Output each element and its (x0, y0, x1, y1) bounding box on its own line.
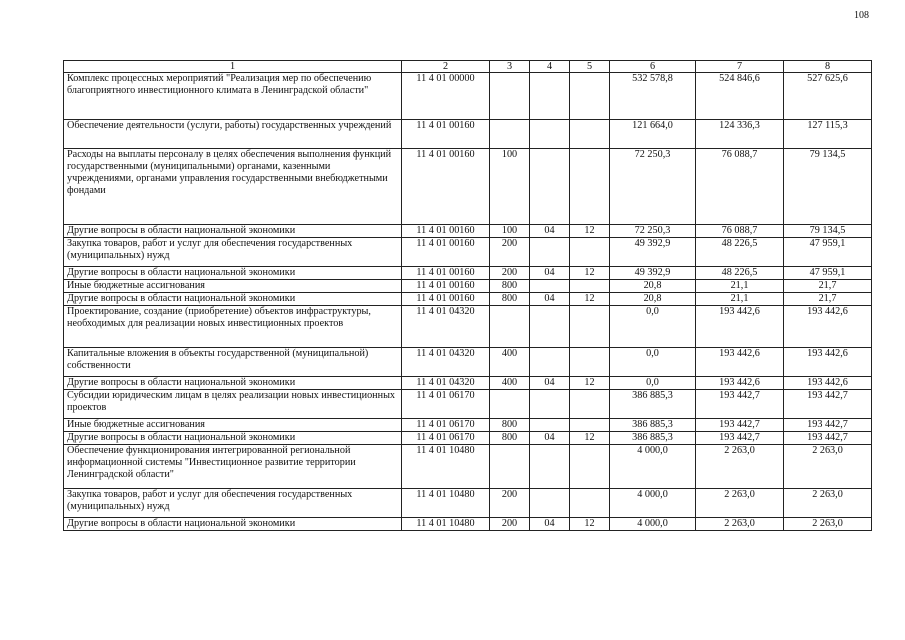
row-subsection-cell (570, 489, 610, 518)
row-amount-cell: 386 885,3 (610, 390, 696, 419)
row-amount-cell: 532 578,8 (610, 73, 696, 120)
column-header: 6 (610, 61, 696, 73)
row-amount-cell: 193 442,6 (784, 306, 872, 348)
table-row (64, 280, 872, 293)
row-code-cell: 11 4 01 00160 (402, 267, 490, 280)
row-name-cell: Иные бюджетные ассигнования (64, 419, 402, 432)
row-subsection-cell: 12 (570, 377, 610, 390)
row-name-cell: Обеспечение деятельности (услуги, работы) государственных учреждений (64, 120, 402, 149)
page-number: 108 (854, 10, 869, 21)
row-expense-type-cell: 400 (490, 377, 530, 390)
row-expense-type-cell: 200 (490, 267, 530, 280)
row-expense-type-cell: 800 (490, 280, 530, 293)
row-amount-cell: 2 263,0 (784, 518, 872, 531)
row-amount-cell: 0,0 (610, 377, 696, 390)
row-amount-cell: 193 442,7 (696, 419, 784, 432)
row-expense-type-cell (490, 73, 530, 120)
row-code-cell: 11 4 01 04320 (402, 348, 490, 377)
row-name-cell: Субсидии юридическим лицам в целях реализации новых инвестиционных проектов (64, 390, 402, 419)
row-amount-cell: 4 000,0 (610, 445, 696, 489)
row-amount-cell: 76 088,7 (696, 225, 784, 238)
budget-table (63, 60, 872, 531)
row-code-cell: 11 4 01 00160 (402, 149, 490, 225)
column-header: 5 (570, 61, 610, 73)
row-code-cell: 11 4 01 00160 (402, 120, 490, 149)
row-expense-type-cell: 800 (490, 293, 530, 306)
table-row (64, 73, 872, 120)
row-amount-cell: 0,0 (610, 348, 696, 377)
row-amount-cell: 21,1 (696, 280, 784, 293)
row-amount-cell: 72 250,3 (610, 225, 696, 238)
table-row (64, 432, 872, 445)
column-header: 7 (696, 61, 784, 73)
row-amount-cell: 20,8 (610, 293, 696, 306)
row-amount-cell: 386 885,3 (610, 432, 696, 445)
row-amount-cell: 193 442,6 (696, 348, 784, 377)
table-row (64, 225, 872, 238)
row-section-cell: 04 (530, 225, 570, 238)
row-code-cell: 11 4 01 06170 (402, 390, 490, 419)
row-code-cell: 11 4 01 00160 (402, 238, 490, 267)
row-expense-type-cell: 800 (490, 419, 530, 432)
table-row (64, 348, 872, 377)
row-amount-cell: 4 000,0 (610, 489, 696, 518)
table-row (64, 149, 872, 225)
row-subsection-cell (570, 120, 610, 149)
row-amount-cell: 21,7 (784, 280, 872, 293)
table-row (64, 293, 872, 306)
row-expense-type-cell (490, 445, 530, 489)
column-header: 4 (530, 61, 570, 73)
row-name-cell: Расходы на выплаты персоналу в целях обеспечения выполнения функций государственными (муниципальными) органами, казенными учреждениями, органами управления государственными внебюджетными фондами (64, 149, 402, 225)
row-amount-cell: 524 846,6 (696, 73, 784, 120)
row-section-cell (530, 419, 570, 432)
row-amount-cell: 2 263,0 (696, 489, 784, 518)
row-amount-cell: 20,8 (610, 280, 696, 293)
row-amount-cell: 193 442,7 (696, 432, 784, 445)
column-header: 3 (490, 61, 530, 73)
row-section-cell (530, 120, 570, 149)
row-amount-cell: 2 263,0 (784, 445, 872, 489)
row-expense-type-cell: 800 (490, 432, 530, 445)
row-amount-cell: 193 442,7 (696, 390, 784, 419)
row-amount-cell: 193 442,7 (784, 390, 872, 419)
row-name-cell: Закупка товаров, работ и услуг для обеспечения государственных (муниципальных) нужд (64, 489, 402, 518)
row-amount-cell: 21,1 (696, 293, 784, 306)
table-row (64, 489, 872, 518)
row-amount-cell: 79 134,5 (784, 149, 872, 225)
row-expense-type-cell: 200 (490, 238, 530, 267)
row-section-cell (530, 306, 570, 348)
row-subsection-cell: 12 (570, 225, 610, 238)
row-name-cell: Обеспечение функционирования интегрированной региональной информационной системы "Инвестиционное развитие территории Ленинградской области" (64, 445, 402, 489)
row-code-cell: 11 4 01 00160 (402, 225, 490, 238)
row-amount-cell: 48 226,5 (696, 267, 784, 280)
row-subsection-cell (570, 306, 610, 348)
row-amount-cell: 193 442,7 (784, 419, 872, 432)
row-subsection-cell (570, 149, 610, 225)
row-amount-cell: 193 442,6 (784, 348, 872, 377)
row-amount-cell: 48 226,5 (696, 238, 784, 267)
row-amount-cell: 121 664,0 (610, 120, 696, 149)
row-amount-cell: 127 115,3 (784, 120, 872, 149)
row-section-cell (530, 348, 570, 377)
row-code-cell: 11 4 01 10480 (402, 518, 490, 531)
row-name-cell: Иные бюджетные ассигнования (64, 280, 402, 293)
row-name-cell: Другие вопросы в области национальной экономики (64, 518, 402, 531)
row-name-cell: Другие вопросы в области национальной экономики (64, 377, 402, 390)
row-subsection-cell: 12 (570, 293, 610, 306)
row-name-cell: Капитальные вложения в объекты государственной (муниципальной) собственности (64, 348, 402, 377)
row-expense-type-cell (490, 306, 530, 348)
table-row (64, 518, 872, 531)
row-amount-cell: 193 442,6 (696, 377, 784, 390)
row-subsection-cell (570, 445, 610, 489)
row-section-cell (530, 280, 570, 293)
table-row (64, 267, 872, 280)
row-name-cell: Закупка товаров, работ и услуг для обеспечения государственных (муниципальных) нужд (64, 238, 402, 267)
row-section-cell (530, 390, 570, 419)
row-amount-cell: 193 442,6 (784, 377, 872, 390)
row-section-cell (530, 238, 570, 267)
table-header-row (64, 61, 872, 73)
table-body (64, 73, 872, 531)
row-code-cell: 11 4 01 00160 (402, 293, 490, 306)
table-row (64, 120, 872, 149)
row-subsection-cell (570, 419, 610, 432)
row-code-cell: 11 4 01 10480 (402, 445, 490, 489)
row-expense-type-cell (490, 120, 530, 149)
row-code-cell: 11 4 01 00000 (402, 73, 490, 120)
row-subsection-cell (570, 348, 610, 377)
row-subsection-cell: 12 (570, 518, 610, 531)
row-code-cell: 11 4 01 06170 (402, 419, 490, 432)
row-code-cell: 11 4 01 04320 (402, 306, 490, 348)
row-subsection-cell: 12 (570, 267, 610, 280)
table-row (64, 238, 872, 267)
table-row (64, 445, 872, 489)
row-amount-cell: 49 392,9 (610, 267, 696, 280)
row-amount-cell: 47 959,1 (784, 267, 872, 280)
row-code-cell: 11 4 01 00160 (402, 280, 490, 293)
row-expense-type-cell: 200 (490, 489, 530, 518)
row-name-cell: Комплекс процессных мероприятий "Реализация мер по обеспечению благоприятного инвестиционного климата в Ленинградской области" (64, 73, 402, 120)
row-section-cell (530, 445, 570, 489)
row-name-cell: Другие вопросы в области национальной экономики (64, 267, 402, 280)
row-name-cell: Другие вопросы в области национальной экономики (64, 293, 402, 306)
row-code-cell: 11 4 01 10480 (402, 489, 490, 518)
row-amount-cell: 76 088,7 (696, 149, 784, 225)
row-subsection-cell (570, 280, 610, 293)
row-section-cell: 04 (530, 293, 570, 306)
table-row (64, 390, 872, 419)
row-code-cell: 11 4 01 06170 (402, 432, 490, 445)
row-subsection-cell (570, 390, 610, 419)
row-expense-type-cell (490, 390, 530, 419)
row-amount-cell: 2 263,0 (696, 518, 784, 531)
row-section-cell (530, 73, 570, 120)
row-amount-cell: 193 442,6 (696, 306, 784, 348)
column-header: 1 (64, 61, 402, 73)
row-expense-type-cell: 400 (490, 348, 530, 377)
row-name-cell: Другие вопросы в области национальной экономики (64, 432, 402, 445)
row-section-cell: 04 (530, 432, 570, 445)
row-amount-cell: 527 625,6 (784, 73, 872, 120)
row-expense-type-cell: 200 (490, 518, 530, 531)
row-amount-cell: 79 134,5 (784, 225, 872, 238)
row-section-cell (530, 149, 570, 225)
row-amount-cell: 386 885,3 (610, 419, 696, 432)
row-amount-cell: 72 250,3 (610, 149, 696, 225)
row-section-cell (530, 489, 570, 518)
column-header: 8 (784, 61, 872, 73)
column-header: 2 (402, 61, 490, 73)
row-subsection-cell: 12 (570, 432, 610, 445)
row-amount-cell: 21,7 (784, 293, 872, 306)
row-subsection-cell (570, 238, 610, 267)
row-amount-cell: 47 959,1 (784, 238, 872, 267)
table-row (64, 419, 872, 432)
row-name-cell: Проектирование, создание (приобретение) объектов инфраструктуры, необходимых для реализации новых инвестиционных проектов (64, 306, 402, 348)
row-amount-cell: 0,0 (610, 306, 696, 348)
row-code-cell: 11 4 01 04320 (402, 377, 490, 390)
row-amount-cell: 193 442,7 (784, 432, 872, 445)
row-subsection-cell (570, 73, 610, 120)
table-row (64, 306, 872, 348)
row-amount-cell: 2 263,0 (696, 445, 784, 489)
row-section-cell: 04 (530, 267, 570, 280)
row-section-cell: 04 (530, 377, 570, 390)
row-expense-type-cell: 100 (490, 149, 530, 225)
row-name-cell: Другие вопросы в области национальной экономики (64, 225, 402, 238)
row-amount-cell: 2 263,0 (784, 489, 872, 518)
row-amount-cell: 49 392,9 (610, 238, 696, 267)
table-row (64, 377, 872, 390)
row-section-cell: 04 (530, 518, 570, 531)
row-amount-cell: 124 336,3 (696, 120, 784, 149)
row-amount-cell: 4 000,0 (610, 518, 696, 531)
row-expense-type-cell: 100 (490, 225, 530, 238)
